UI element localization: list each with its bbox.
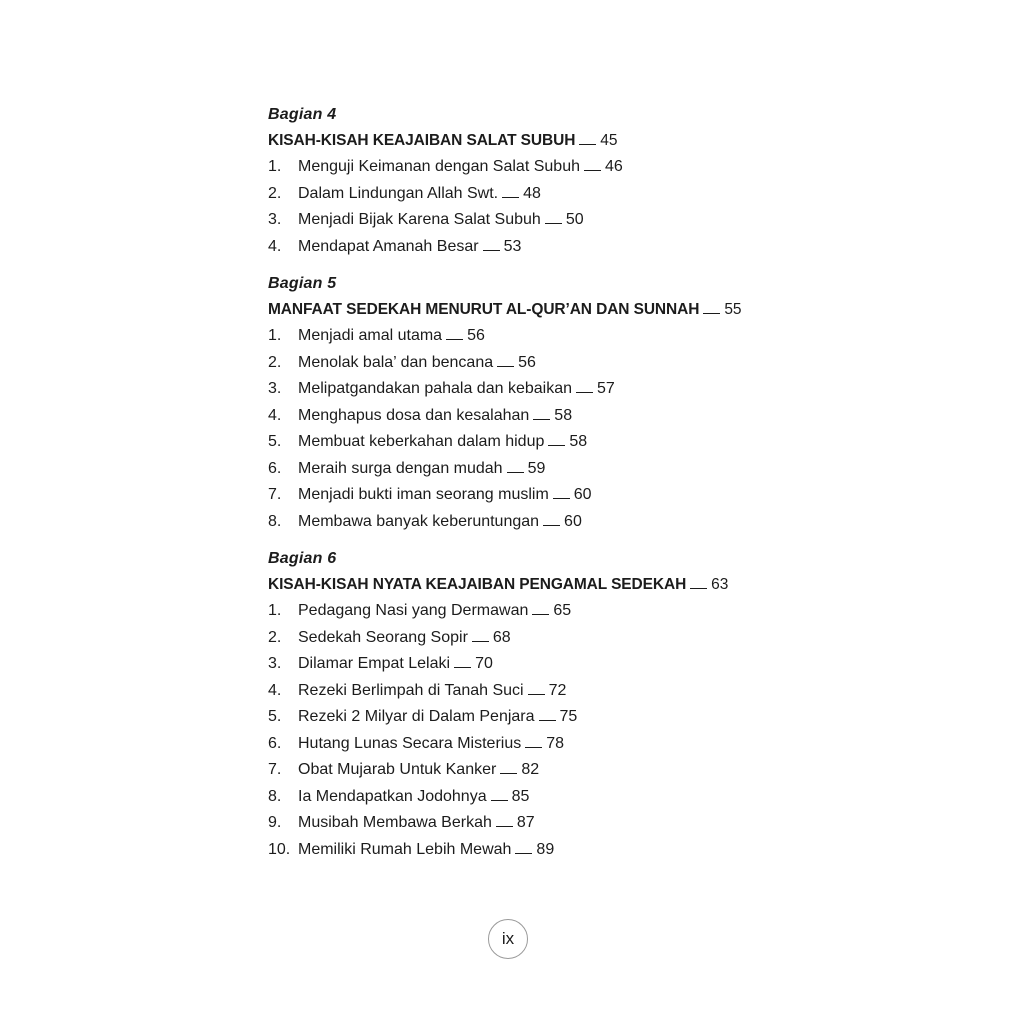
entry-page: 57 — [597, 380, 615, 397]
entry-page: 56 — [467, 327, 485, 344]
toc-entry — [268, 429, 968, 456]
leader-line — [548, 444, 565, 446]
entry-number: 5. — [268, 433, 282, 450]
entry-title: Melipatgandakan pahala dan kebaikan — [298, 380, 572, 397]
section-label: Bagian 4 — [268, 106, 337, 123]
leader-line — [491, 799, 508, 801]
toc-entry — [268, 784, 968, 811]
leader-line — [545, 222, 562, 224]
entry-title: Menjadi bukti iman seorang muslim — [298, 486, 549, 503]
toc-entry — [268, 376, 968, 403]
entry-number: 3. — [268, 211, 282, 228]
toc-section — [268, 271, 968, 535]
entry-page: 58 — [554, 406, 573, 424]
toc-entry — [268, 757, 968, 784]
entry-page: 70 — [475, 655, 493, 672]
toc-entry — [268, 810, 968, 837]
entry-title: Dalam Lindungan Allah Swt. — [298, 184, 499, 202]
toc-entry — [268, 651, 968, 678]
entry-title: Pedagang Nasi yang Dermawan — [298, 602, 529, 619]
entry-number: 6. — [268, 734, 282, 752]
entry-title: Menghapus dosa dan kesalahan — [298, 406, 530, 424]
entry-title: Membawa banyak keberuntungan — [298, 512, 540, 530]
section-title-text: KISAH-KISAH NYATA KEAJAIBAN PENGAMAL SEDEKAH — [268, 576, 687, 593]
toc-entry — [268, 509, 968, 536]
toc-entry — [268, 625, 968, 652]
leader-line — [500, 772, 517, 774]
toc-entry — [268, 482, 968, 509]
entry-number: 2. — [268, 184, 282, 202]
entry-page: 48 — [523, 184, 541, 202]
page-number: ix — [501, 929, 515, 948]
leader-line — [525, 746, 542, 748]
toc-section — [268, 546, 968, 863]
entry-title: Meraih surga dengan mudah — [298, 459, 503, 477]
leader-line — [497, 365, 514, 367]
leader-line — [553, 497, 570, 499]
entry-number: 4. — [268, 237, 282, 255]
entry-page: 53 — [503, 237, 522, 255]
leader-line — [507, 471, 524, 473]
leader-line — [528, 693, 545, 695]
entry-page: 56 — [518, 353, 536, 371]
entry-number: 10. — [268, 840, 291, 858]
leader-line — [690, 587, 707, 589]
entry-page: 46 — [604, 158, 623, 175]
entry-page: 65 — [553, 602, 572, 619]
section-title — [268, 128, 968, 154]
entry-number: 4. — [268, 681, 282, 699]
entry-number: 3. — [268, 380, 282, 397]
entry-title: Dilamar Empat Lelaki — [298, 655, 451, 672]
entry-title: Sedekah Seorang Sopir — [298, 628, 468, 646]
entry-page: 58 — [569, 433, 588, 450]
toc-entry — [268, 154, 968, 181]
toc-entry — [268, 704, 968, 731]
entry-title: Mendapat Amanah Besar — [298, 237, 479, 255]
toc-entry — [268, 234, 968, 261]
toc-entry — [268, 678, 968, 705]
section-page: 55 — [724, 301, 742, 318]
entry-list — [268, 323, 968, 535]
entry-number: 9. — [268, 814, 282, 831]
leader-line — [533, 418, 550, 420]
toc-entry — [268, 207, 968, 234]
entry-number: 1. — [268, 158, 282, 175]
leader-line — [584, 169, 601, 171]
entry-number: 8. — [268, 512, 282, 530]
page-number-badge — [488, 919, 528, 959]
entry-number: 5. — [268, 708, 282, 725]
leader-line — [579, 143, 596, 145]
leader-line — [532, 613, 549, 615]
entry-title: Menjadi amal utama — [298, 327, 443, 344]
entry-number: 7. — [268, 486, 282, 503]
entry-title: Menjadi Bijak Karena Salat Subuh — [298, 211, 541, 228]
section-title — [268, 297, 968, 323]
entry-title: Hutang Lunas Secara Misterius — [298, 734, 522, 752]
entry-number: 1. — [268, 327, 282, 344]
entry-page: 85 — [511, 787, 530, 805]
entry-number: 2. — [268, 628, 282, 646]
leader-line — [576, 391, 593, 393]
entry-number: 4. — [268, 406, 282, 424]
entry-title: Memiliki Rumah Lebih Mewah — [298, 840, 512, 858]
section-page: 63 — [711, 576, 729, 593]
leader-line — [496, 825, 513, 827]
entry-page: 60 — [573, 486, 592, 503]
entry-page: 68 — [492, 628, 511, 646]
entry-number: 6. — [268, 459, 282, 477]
entry-page: 89 — [536, 840, 555, 858]
section-title-text: KISAH-KISAH KEAJAIBAN SALAT SUBUH — [268, 132, 576, 149]
toc-entry — [268, 598, 968, 625]
section-label: Bagian 6 — [268, 550, 337, 567]
entry-number: 2. — [268, 353, 282, 371]
entry-number: 1. — [268, 602, 282, 619]
entry-number: 3. — [268, 655, 282, 672]
entry-page: 50 — [565, 211, 584, 228]
entry-page: 82 — [521, 761, 540, 778]
leader-line — [502, 196, 519, 198]
toc-entry — [268, 837, 968, 864]
section-title-text: MANFAAT SEDEKAH MENURUT AL-QUR’AN DAN SUNNAH — [268, 301, 700, 318]
toc-entry — [268, 350, 968, 377]
entry-title: Rezeki 2 Milyar di Dalam Penjara — [298, 708, 535, 725]
section-page: 45 — [600, 132, 618, 149]
entry-page: 87 — [516, 814, 535, 831]
entry-page: 78 — [546, 734, 565, 752]
entry-number: 8. — [268, 787, 282, 805]
entry-title: Menolak bala’ dan bencana — [298, 353, 494, 371]
toc-entry — [268, 181, 968, 208]
entry-page: 59 — [527, 459, 546, 477]
leader-line — [472, 640, 489, 642]
toc-entry — [268, 456, 968, 483]
entry-title: Menguji Keimanan dengan Salat Subuh — [298, 158, 580, 175]
toc-entry — [268, 403, 968, 430]
entry-page: 60 — [564, 512, 582, 530]
entry-list — [268, 154, 968, 260]
section-title — [268, 572, 968, 598]
leader-line — [543, 524, 560, 526]
toc-section — [268, 102, 968, 260]
entry-title: Obat Mujarab Untuk Kanker — [298, 761, 497, 778]
section-label: Bagian 5 — [268, 275, 337, 292]
entry-page: 75 — [559, 708, 578, 725]
entry-list — [268, 598, 968, 863]
leader-line — [446, 338, 463, 340]
entry-title: Rezeki Berlimpah di Tanah Suci — [298, 681, 524, 699]
entry-page: 72 — [548, 681, 567, 699]
leader-line — [703, 312, 720, 314]
entry-title: Membuat keberkahan dalam hidup — [298, 433, 545, 450]
leader-line — [483, 249, 500, 251]
entry-title: Musibah Membawa Berkah — [298, 814, 492, 831]
toc-entry — [268, 323, 968, 350]
entry-number: 7. — [268, 761, 282, 778]
leader-line — [515, 852, 532, 854]
leader-line — [539, 719, 556, 721]
entry-title: Ia Mendapatkan Jodohnya — [298, 787, 487, 805]
leader-line — [454, 666, 471, 668]
table-of-contents — [268, 102, 968, 874]
toc-entry — [268, 731, 968, 758]
